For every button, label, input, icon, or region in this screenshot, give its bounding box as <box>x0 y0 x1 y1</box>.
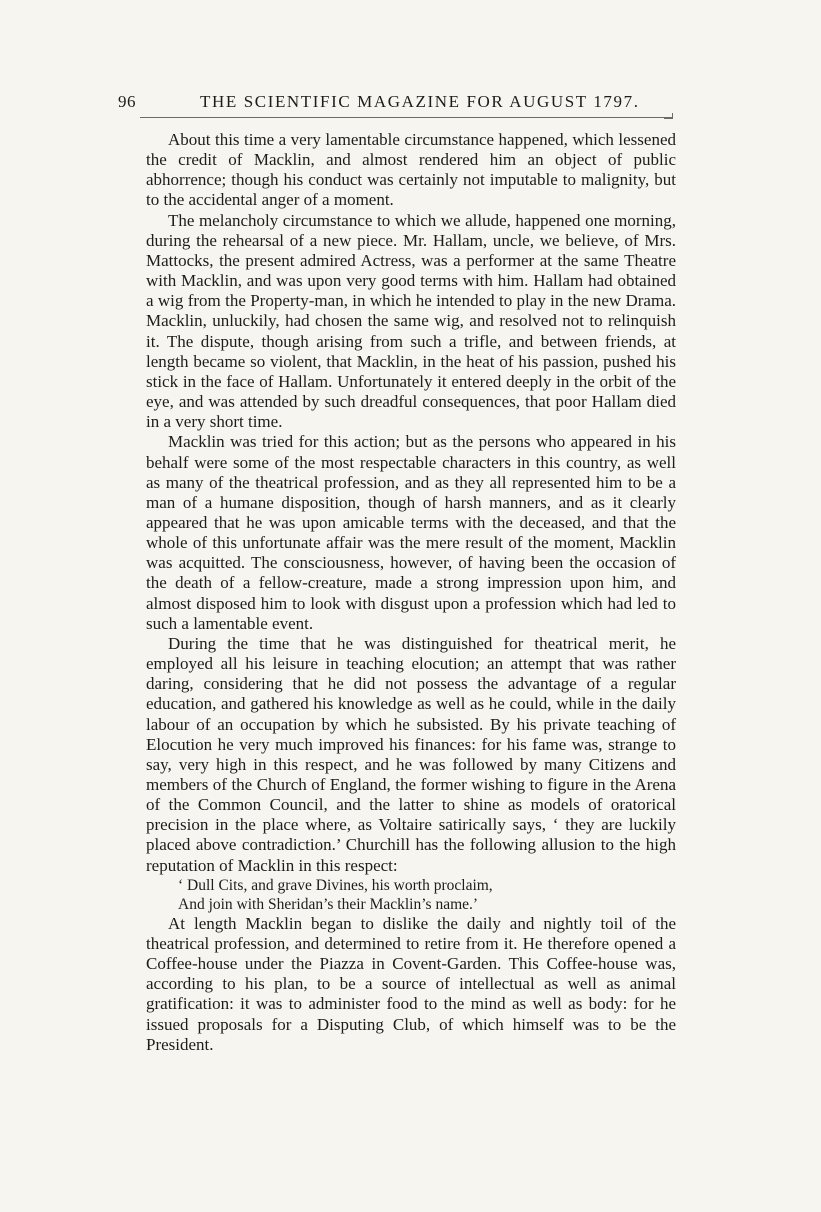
paragraph-2: The melancholy circumstance to which we allude, happened one morning, during the rehearsal of a new piece. Mr. Hallam, uncle, we believe, of Mrs. Mattocks, the present admired Actress, was a performer at the same Theatre with Macklin, and was upon very good terms with him. Hallam had obtained a wig from the Property-man, in which he intended to play in the new Drama. Macklin, unluckily, had chosen the same wig, and resolved not to relinquish it. The dispute, though arising from such a trifle, and between friends, at length became so violent, that Macklin, in the heat of his passion, pushed his stick in the face of Hallam. Unfortunately it entered deeply in the orbit of the eye, and was attended by such dreadful consequences, that poor Hallam died in a very short time. <box>146 210 676 432</box>
paragraph-1: About this time a very lamentable circumstance happened, which lessened the credit of Macklin, and almost rendered him an object of public abhorrence; though his conduct was certainly not imputable to malignity, but to the accidental anger of a moment. <box>146 130 676 210</box>
header-rule-end <box>664 113 673 119</box>
quoted-verse <box>146 876 676 914</box>
verse-line-2: And join with Sheridan’s their Macklin’s name.’ <box>178 895 479 913</box>
page-number: 96 <box>118 92 136 111</box>
header-rule <box>140 117 672 118</box>
paragraph-4: During the time that he was distinguished for theatrical merit, he employed all his leisure in teaching elocution; an attempt that was rather daring, considering that he did not possess the advantage of a regular education, and gathered his knowledge as well as he could, while in the daily labour of an occupation by which he subsisted. By his private teaching of Elocution he very much improved his finances: for his fame was, strange to say, very high in this respect, and he was followed by many Citizens and members of the Church of England, the former wishing to figure in the Arena of the Common Council, and the latter to shine as models of oratorical precision in the place where, as Voltaire satirically says, ‘ they are luckily placed above contradiction.’ Churchill has the following allusion to the high reputation of Macklin in this respect: <box>146 633 676 875</box>
running-title: THE SCIENTIFIC MAGAZINE FOR AUGUST 1797. <box>200 92 640 111</box>
verse-line-1: ‘ Dull Cits, and grave Divines, his worth proclaim, <box>178 876 493 894</box>
paragraph-5: At length Macklin began to dislike the daily and nightly toil of the theatrical profession, and determined to retire from it. He therefore opened a Coffee-house under the Piazza in Covent-Garden. This Coffee-house was, according to his plan, to be a source of intellectual as well as animal gratification: it was to administer food to the mind as well as body: for he issued proposals for a Disputing Club, of which himself was to be the President. <box>146 913 676 1054</box>
paragraph-3: Macklin was tried for this action; but as the persons who appeared in his behalf were some of the most respectable characters in this country, as well as many of the theatrical profession, and as they all represented him to be a man of a humane disposition, though of harsh manners, and as it clearly appeared that he was upon amicable terms with the deceased, and that the whole of this unfortunate affair was the mere result of the moment, Macklin was acquitted. The consciousness, however, of having been the occasion of the death of a fellow-creature, made a strong impression upon him, and almost disposed him to look with disgust upon a profession which had led to such a lamentable event. <box>146 432 676 633</box>
article-body <box>146 130 676 1055</box>
